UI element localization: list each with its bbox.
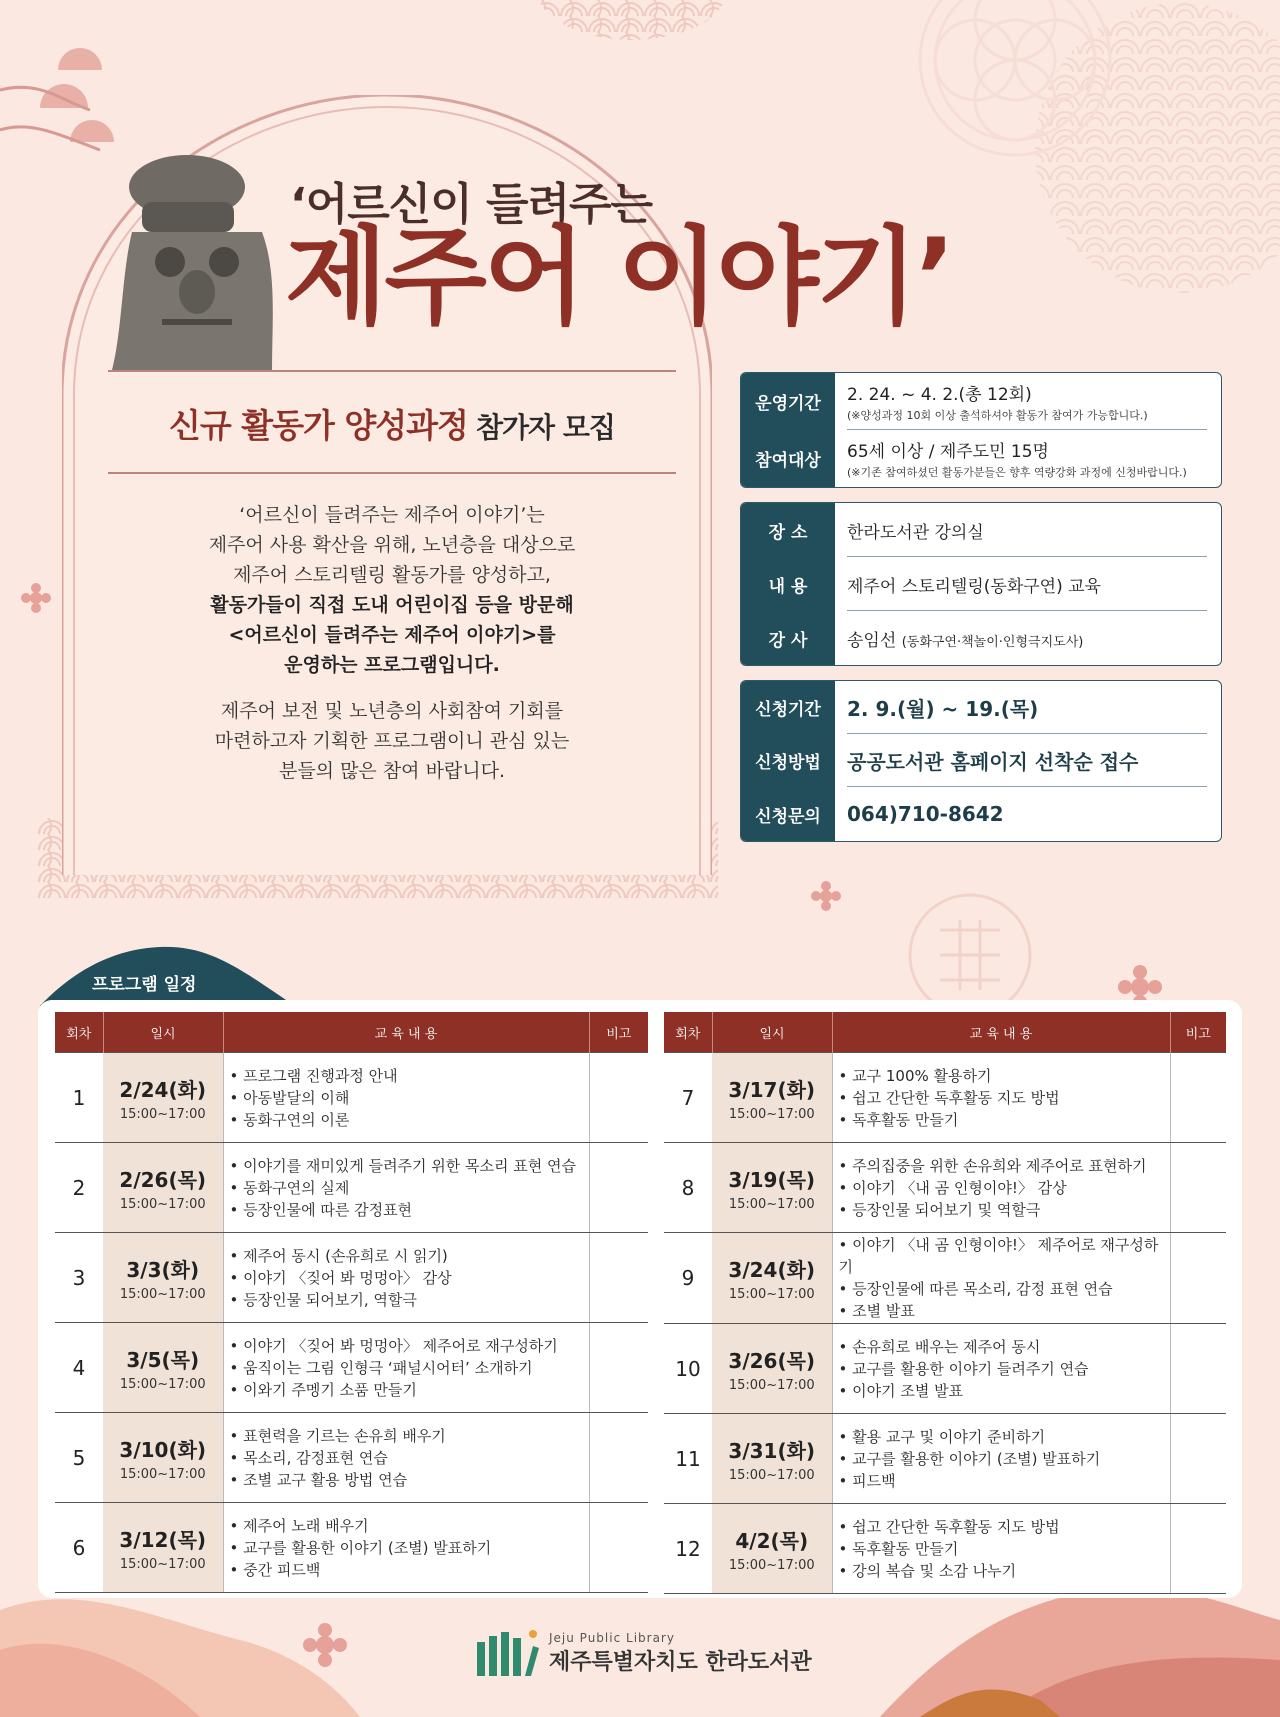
info-label: 신청문의 (741, 787, 835, 841)
content-item: • 동화구연의 실제 (230, 1177, 588, 1199)
session-content (223, 1413, 589, 1503)
content-item: • 표현력을 기르는 손유희 배우기 (230, 1425, 588, 1447)
session-date: 4/2(목) (735, 1528, 809, 1553)
instructor-name: 송임선 (847, 630, 897, 651)
content-item: • 이야기 〈내 곰 인형이야!〉 제주어로 재구성하기 (839, 1234, 1169, 1278)
session-note (1170, 1414, 1226, 1504)
target-note: (※기존 참여하셨던 활동가분들은 향후 역량강화 과정에 신청바랍니다.) (847, 466, 1187, 479)
session-datetime (103, 1323, 223, 1413)
session-date: 3/10(화) (119, 1437, 207, 1462)
title-main: 제주어 이야기’ (285, 216, 953, 339)
session-content (223, 1503, 589, 1593)
schedule-tab-label: 프로그램 일정 (92, 975, 197, 995)
session-date: 3/26(목) (728, 1348, 816, 1373)
col-header-note: 비고 (589, 1012, 648, 1053)
content-value: 제주어 스토리텔링(동화구연) 교육 (847, 576, 1101, 597)
content-item: • 제주어 노래 배우기 (230, 1515, 588, 1537)
desc-line: ‘어르신이 들려주는 제주어 이야기’는 (239, 504, 545, 526)
session-datetime (103, 1233, 223, 1323)
schedule-table-left (55, 1012, 648, 1593)
col-header-content: 교 육 내 용 (223, 1012, 589, 1053)
session-note (1170, 1143, 1226, 1233)
content-item: • 프로그램 진행과정 안내 (230, 1065, 588, 1087)
info-row-apply-method (741, 734, 1221, 787)
session-number: 3 (55, 1233, 103, 1323)
content-item: • 등장인물 되어보기, 역할극 (230, 1289, 588, 1311)
content-item: • 등장인물에 따른 목소리, 감정 표현 연습 (839, 1278, 1169, 1300)
schedule-row (55, 1503, 648, 1593)
session-datetime (103, 1503, 223, 1593)
info-label: 신청기간 (741, 681, 835, 734)
session-content (832, 1143, 1170, 1233)
schedule-row (664, 1053, 1226, 1143)
session-datetime (712, 1053, 832, 1143)
period-note: (※양성과정 10회 이상 출석하셔야 활동가 참여가 가능합니다.) (847, 409, 1148, 422)
info-label: 내 용 (741, 557, 835, 611)
session-time: 15:00~17:00 (119, 1556, 206, 1572)
session-time: 15:00~17:00 (119, 1106, 206, 1122)
description-paragraph-1 (108, 500, 676, 680)
recruit-heading (108, 400, 676, 447)
session-datetime (103, 1413, 223, 1503)
session-datetime (103, 1143, 223, 1233)
session-time: 15:00~17:00 (728, 1557, 815, 1573)
schedule-row (664, 1143, 1226, 1233)
info-row-period (741, 373, 1221, 430)
content-item: • 활용 교구 및 이야기 준비하기 (839, 1426, 1169, 1448)
session-content (223, 1323, 589, 1413)
schedule-row (55, 1233, 648, 1323)
content-item: • 손유희로 배우는 제주어 동시 (839, 1336, 1169, 1358)
session-note (589, 1143, 648, 1233)
session-datetime (712, 1504, 832, 1594)
session-number: 12 (664, 1504, 712, 1594)
content-item: • 조별 교구 활용 방법 연습 (230, 1469, 588, 1491)
desc-bold-line: 활동가들이 직접 도내 어린이집 등을 방문해 (210, 594, 574, 616)
desc-line: 분들의 많은 참여 바랍니다. (278, 760, 506, 782)
info-value (835, 437, 1221, 480)
period-value: 2. 24. ~ 4. 2.(총 12회) (847, 385, 1032, 405)
content-item: • 동화구연의 이론 (230, 1109, 588, 1131)
session-number: 9 (664, 1233, 712, 1324)
session-time: 15:00~17:00 (728, 1467, 815, 1483)
session-datetime (712, 1143, 832, 1233)
info-row-contact (741, 787, 1221, 841)
dol-hareubang-image (112, 152, 282, 370)
content-item: • 교구를 활용한 이야기 (조별) 발표하기 (230, 1537, 588, 1559)
desc-bold-line: 운영하는 프로그램입니다. (284, 654, 500, 676)
schedule-row (664, 1233, 1226, 1324)
desc-line: 마련하고자 기획한 프로그램이니 관심 있는 (214, 730, 570, 752)
content-item: • 강의 복습 및 소감 나누기 (839, 1560, 1169, 1582)
schedule-body-left (55, 1053, 648, 1593)
session-number: 11 (664, 1414, 712, 1504)
info-box-application (740, 680, 1222, 842)
content-item: • 독후활동 만들기 (839, 1109, 1169, 1131)
session-date: 3/31(화) (728, 1438, 816, 1463)
target-value: 65세 이상 / 제주도민 15명 (847, 442, 1049, 462)
place-value: 한라도서관 강의실 (847, 522, 984, 543)
content-item: • 움직이는 그림 인형극 ‘패널시어터’ 소개하기 (230, 1357, 588, 1379)
apply-period-value: 2. 9.(월) ~ 19.(목) (847, 697, 1039, 721)
session-content (223, 1143, 589, 1233)
recruit-small: 참가자 모집 (475, 411, 615, 444)
session-number: 7 (664, 1053, 712, 1143)
content-item: • 이야기를 재미있게 들려주기 위한 목소리 표현 연습 (230, 1155, 588, 1177)
info-box-period (740, 372, 1222, 488)
schedule-row (55, 1323, 648, 1413)
schedule-row (55, 1143, 648, 1233)
col-header-content: 교 육 내 용 (832, 1012, 1170, 1053)
desc-line: 제주어 사용 확산을 위해, 노년층을 대상으로 (208, 534, 576, 556)
col-header-date: 일시 (103, 1012, 223, 1053)
session-note (1170, 1504, 1226, 1594)
desc-line: 제주어 스토리텔링 활동가를 양성하고, (233, 564, 551, 586)
info-label: 참여대상 (741, 430, 835, 487)
desc-bold-line: <어르신이 들려주는 제주어 이야기>를 (228, 624, 556, 646)
content-item: • 쉽고 간단한 독후활동 지도 방법 (839, 1516, 1169, 1538)
content-item: • 이야기 조별 발표 (839, 1380, 1169, 1402)
info-label: 신청방법 (741, 734, 835, 787)
session-content (832, 1414, 1170, 1504)
session-time: 15:00~17:00 (119, 1376, 206, 1392)
col-header-date: 일시 (712, 1012, 832, 1053)
session-note (589, 1053, 648, 1143)
session-time: 15:00~17:00 (728, 1287, 815, 1302)
session-note (589, 1233, 648, 1323)
session-date: 3/12(목) (119, 1527, 207, 1552)
schedule-table-right (664, 1012, 1226, 1594)
desc-line: 제주어 보전 및 노년층의 사회참여 기회를 (220, 700, 564, 722)
apply-method-value: 공공도서관 홈페이지 선착순 접수 (847, 750, 1139, 774)
content-item: • 중간 피드백 (230, 1559, 588, 1581)
contact-value: 064)710-8642 (847, 802, 1004, 826)
session-datetime (712, 1414, 832, 1504)
schedule-body-right (664, 1053, 1226, 1594)
session-content (832, 1324, 1170, 1414)
content-item: • 쉽고 간단한 독후활동 지도 방법 (839, 1087, 1169, 1109)
content-item: • 아동발달의 이해 (230, 1087, 588, 1109)
session-date: 3/19(목) (728, 1167, 816, 1192)
content-item: • 이야기 〈짖어 봐 멍멍아〉 제주어로 재구성하기 (230, 1335, 588, 1357)
session-datetime (103, 1053, 223, 1143)
session-note (589, 1323, 648, 1413)
session-date: 3/17(화) (728, 1077, 816, 1102)
logo-english: Jeju Public Library (549, 1630, 675, 1645)
logo-korean: 제주특별자치도 한라도서관 (549, 1649, 812, 1675)
session-time: 15:00~17:00 (728, 1377, 815, 1393)
info-row-target (741, 430, 1221, 487)
content-item: • 이와기 주멩기 소품 만들기 (230, 1379, 588, 1401)
content-item: • 피드백 (839, 1470, 1169, 1492)
col-header-note: 비고 (1170, 1012, 1226, 1053)
library-logo-icon (475, 1628, 539, 1678)
session-date: 3/3(화) (126, 1257, 200, 1282)
title-subtitle: ‘어르신이 들려주는 (290, 179, 653, 230)
session-datetime (712, 1233, 832, 1324)
schedule-row (55, 1053, 648, 1143)
session-content (223, 1233, 589, 1323)
session-time: 15:00~17:00 (119, 1466, 206, 1482)
schedule-row (664, 1504, 1226, 1594)
session-number: 4 (55, 1323, 103, 1413)
content-item: • 이야기 〈내 곰 인형이야!〉 감상 (839, 1177, 1169, 1199)
info-label: 운영기간 (741, 373, 835, 430)
session-content (832, 1053, 1170, 1143)
schedule-row (55, 1413, 648, 1503)
session-note (1170, 1053, 1226, 1143)
divider-bottom (108, 472, 676, 474)
session-date: 3/5(목) (126, 1347, 200, 1372)
session-note (589, 1503, 648, 1593)
session-content (832, 1233, 1170, 1324)
content-item: • 조별 발표 (839, 1300, 1169, 1322)
session-time: 15:00~17:00 (119, 1286, 206, 1302)
content-item: • 제주어 동시 (손유희로 시 읽기) (230, 1245, 588, 1267)
library-logo (475, 1628, 812, 1678)
session-time: 15:00~17:00 (728, 1196, 815, 1212)
content-item: • 독후활동 만들기 (839, 1538, 1169, 1560)
session-number: 10 (664, 1324, 712, 1414)
instructor-value (835, 626, 1221, 651)
content-item: • 교구를 활용한 이야기 들려주기 연습 (839, 1358, 1169, 1380)
instructor-title: (동화구연·책놀이·인형극지도사) (901, 634, 1084, 650)
info-row-instructor (741, 611, 1221, 665)
session-datetime (712, 1324, 832, 1414)
col-header-no: 회차 (664, 1012, 712, 1053)
session-number: 5 (55, 1413, 103, 1503)
session-note (1170, 1324, 1226, 1414)
session-time: 15:00~17:00 (119, 1196, 206, 1212)
session-time: 15:00~17:00 (728, 1106, 815, 1122)
session-content (223, 1053, 589, 1143)
session-content (832, 1504, 1170, 1594)
session-date: 2/24(화) (119, 1077, 207, 1102)
content-item: • 등장인물 되어보기 및 역할극 (839, 1199, 1169, 1221)
session-date: 2/26(목) (119, 1167, 207, 1192)
info-row-apply-period (741, 681, 1221, 734)
content-item: • 교구 100% 활용하기 (839, 1065, 1169, 1087)
content-item: • 주의집중을 위한 손유희와 제주어로 표현하기 (839, 1155, 1169, 1177)
info-label: 강 사 (741, 611, 835, 665)
session-date: 3/24(화) (728, 1258, 816, 1282)
info-row-content (741, 557, 1221, 611)
session-number: 6 (55, 1503, 103, 1593)
session-number: 8 (664, 1143, 712, 1233)
info-box-details (740, 502, 1222, 666)
content-item: • 이야기 〈짖어 봐 멍멍아〉 감상 (230, 1267, 588, 1289)
session-number: 1 (55, 1053, 103, 1143)
content-item: • 등장인물에 따른 감정표현 (230, 1199, 588, 1221)
info-value (835, 380, 1221, 423)
col-header-no: 회차 (55, 1012, 103, 1053)
schedule-row (664, 1414, 1226, 1504)
divider-top (108, 370, 676, 372)
session-number: 2 (55, 1143, 103, 1233)
info-label: 장 소 (741, 503, 835, 557)
schedule-row (664, 1324, 1226, 1414)
content-item: • 목소리, 감정표현 연습 (230, 1447, 588, 1469)
session-note (1170, 1233, 1226, 1324)
recruit-main: 신규 활동가 양성과정 (169, 406, 468, 445)
content-item: • 교구를 활용한 이야기 (조별) 발표하기 (839, 1448, 1169, 1470)
description-paragraph-2 (108, 696, 676, 786)
info-row-place (741, 503, 1221, 557)
session-note (589, 1413, 648, 1503)
